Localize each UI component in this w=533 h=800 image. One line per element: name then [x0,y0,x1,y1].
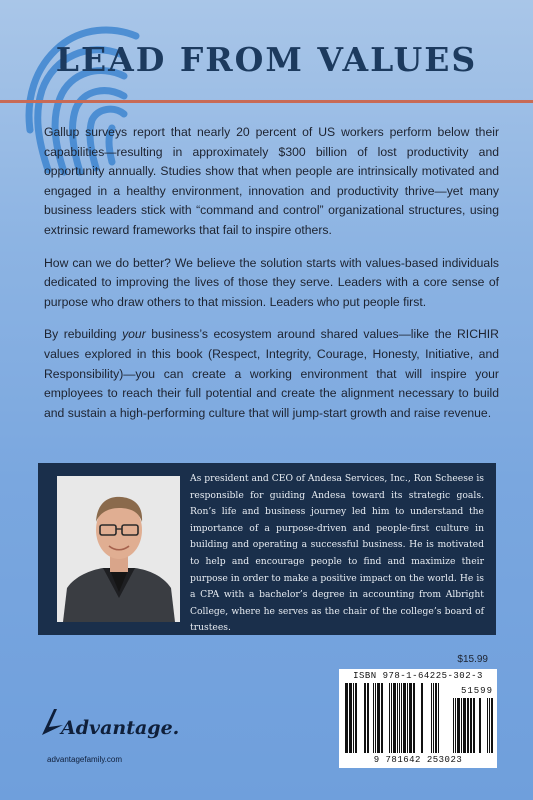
isbn-digits: 9 781642 253023 [373,755,463,765]
publisher-url: advantagefamily.com [47,755,122,764]
emphasis-your: your [122,327,146,342]
description-paragraph: By rebuilding your business’s ecosystem around shared values—like the RICHIR values explored in this book (Respect, Integrity, Courage, Honesty, Initiative, and Responsibility)—you can create a working environment that will inspire your employees to reach their full potential and create the alignment necessary to build and sustain a high-performing culture that will jump-start growth and raise revenue. [44,327,499,420]
author-photo [57,476,180,622]
description-paragraph: Gallup surveys report that nearly 20 percent of US workers perform below their capabilities—resulting in approximately $300 billion of lost productivity and opportunity annually. Studies show that when people are intrinsically motivated and engaged in a healthy environment, innovation and productivity thrive—yet many business leaders stick with “command and control” organizational structures, using extrinsic reward frameworks that fail to inspire others. [44,125,499,237]
description-paragraph: How can we do better? We believe the solution starts with values-based individuals dedicated to improving the lives of those they serve. Leaders with a core sense of purpose who draw others to that mission. Leaders who put people first. [44,255,499,309]
book-description [44,123,499,436]
isbn-label: ISBN 978-1-64225-302-3 [353,671,483,681]
author-bio-panel [38,463,496,635]
publisher-logo: Advantage. [45,717,179,739]
author-bio-text: As president and CEO of Andesa Services, Inc., Ron Scheese is responsible for guiding Andesa toward its strategic goals. Ron’s life and business journey led him to understand the importance of a purpose-driven and people-first culture in building and operating a successful business. He is motivated to help and encourage people to find and maximize their purpose in order to make a positive impact on the world. He is a CPA with a bachelor’s degree in accounting from Albright College, where he serves as the chair of the college’s board of trustees. [190,473,484,634]
title-divider [0,100,533,103]
barcode-bars [345,683,447,753]
price-label: $15.99 [457,654,488,665]
price-code: 51599 [460,686,493,696]
advantage-swoosh-icon [39,707,65,737]
isbn-barcode [339,669,497,768]
book-title: LEAD FROM VALUES [55,40,478,79]
price-barcode-bars [453,698,493,753]
